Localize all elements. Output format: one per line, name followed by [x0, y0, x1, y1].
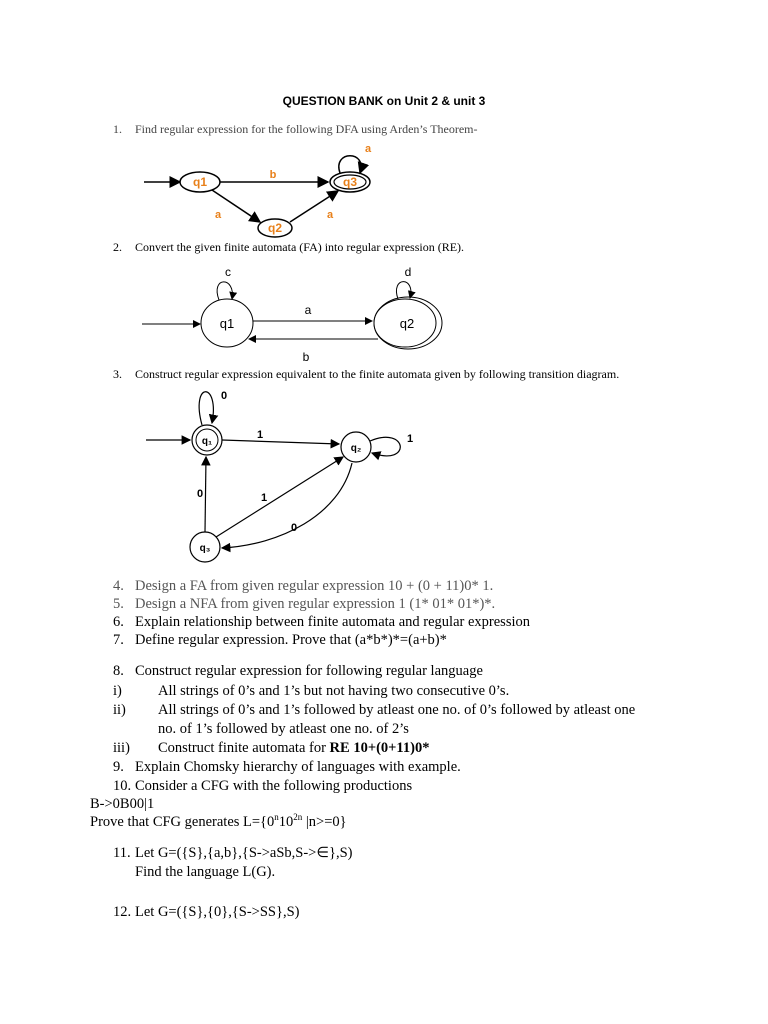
edge-label-1a: 1	[256, 429, 264, 441]
prove-sup-2: 2n	[293, 812, 303, 823]
subquestion-text: All strings of 0’s and 1’s followed by atleast one no. of 0’s followed by atleast one	[158, 702, 636, 718]
state-q1-label: q1	[219, 316, 235, 331]
question-12	[113, 904, 300, 921]
question-8-ii	[113, 702, 636, 719]
question-number: 9.	[113, 759, 124, 775]
question-text: Explain Chomsky hierarchy of languages with example.	[135, 759, 461, 775]
question-number: 1.	[113, 122, 122, 136]
subquestion-number: ii)	[113, 702, 126, 718]
question-number: 2.	[113, 240, 122, 254]
question-8-ii-line2: no. of 1’s followed by atleast one no. of 2’s	[158, 721, 409, 737]
dfa-diagram-1	[140, 138, 380, 238]
edge-q2-loop	[370, 437, 400, 456]
edge-label-0c: 0	[290, 522, 298, 534]
edge-label-0b: 0	[196, 488, 204, 500]
question-number: 8.	[113, 663, 124, 679]
question-number: 12.	[113, 904, 132, 920]
question-text: Construct regular expression equivalent to the finite automata given by following transition diagram.	[135, 367, 620, 381]
edge-q3-q2	[216, 457, 343, 537]
question-8	[113, 663, 483, 680]
state-q2-label: q₂	[350, 443, 362, 454]
edge-label-a2: a	[326, 209, 334, 221]
question-text: Find regular expression for the following DFA using Arden’s Theorem-	[135, 122, 478, 136]
question-number: 5.	[113, 596, 124, 612]
edge-q1-q2	[222, 440, 339, 444]
prove-text-b: 10	[278, 814, 294, 830]
production-rule: B->0B00|1	[90, 796, 155, 812]
prove-text-c: |n>=0}	[302, 814, 347, 830]
state-q1-label: q₁	[201, 436, 213, 447]
state-q3-label: q3	[342, 175, 358, 189]
state-q1-label: q1	[192, 175, 208, 189]
subquestion-text: Construct finite automata for	[158, 740, 330, 756]
question-5	[113, 596, 496, 613]
edge-q3-q1	[205, 457, 206, 532]
question-number: 10.	[113, 778, 132, 794]
edge-q1-loop	[199, 392, 213, 425]
question-text: Explain relationship between finite automata and regular expression	[135, 614, 530, 630]
question-text: Design a FA from given regular expression 10 + (0 + 11)0* 1.	[135, 578, 494, 594]
edge-q2-loop	[396, 282, 410, 299]
question-10	[113, 778, 413, 795]
question-number: 11.	[113, 845, 131, 861]
edge-label-a3: a	[364, 143, 372, 155]
question-text: Define regular expression. Prove that (a*b*)*=(a+b)*	[135, 632, 447, 648]
question-text: Let G=({S},{0},{S->SS},S)	[135, 904, 300, 920]
question-6	[113, 614, 530, 631]
question-text: Design a NFA from given regular expression 1 (1* 01* 01*)*.	[135, 596, 496, 612]
prove-sup-1: n	[274, 812, 279, 823]
page-title: QUESTION BANK on Unit 2 & unit 3	[282, 94, 486, 108]
state-q2-label: q2	[267, 221, 283, 235]
question-text: Consider a CFG with the following productions	[135, 778, 413, 794]
question-11	[113, 845, 353, 862]
edge-q2-q3	[222, 463, 352, 548]
edge-label-a1: a	[214, 209, 222, 221]
question-text: Let G=({S},{a,b},{S->aSb,S->∈},S)	[135, 845, 353, 861]
question-8-i	[113, 683, 510, 700]
question-9	[113, 759, 461, 776]
question-number: 4.	[113, 578, 124, 594]
question-text: Convert the given finite automata (FA) into regular expression (RE).	[135, 240, 465, 254]
prove-text-a: Prove that CFG generates L={0	[90, 814, 275, 830]
state-q3-label: q₃	[199, 543, 211, 554]
subquestion-number: i)	[113, 683, 122, 699]
edge-label-1c: 1	[260, 492, 268, 504]
edge-label-d: d	[404, 265, 412, 279]
question-number: 7.	[113, 632, 124, 648]
state-q2-label: q2	[399, 316, 415, 331]
subquestion-number: iii)	[113, 740, 130, 756]
edge-label-b: b	[302, 350, 310, 364]
question-11-line2: Find the language L(G).	[135, 864, 276, 880]
question-7	[113, 632, 447, 649]
edge-label-a: a	[304, 303, 312, 317]
question-8-iii	[113, 740, 430, 757]
edge-label-c: c	[225, 265, 231, 279]
question-number: 3.	[113, 367, 122, 381]
fa-diagram-3	[140, 385, 425, 565]
question-text: Construct regular expression for following regular language	[135, 663, 483, 679]
edge-q1-loop	[217, 282, 232, 300]
subquestion-bold-text: RE 10+(0+11)0*	[329, 740, 430, 756]
edge-label-0a: 0	[220, 390, 228, 402]
edge-q3-loop	[339, 156, 361, 173]
edge-label-1b: 1	[406, 433, 414, 445]
edge-label-b: b	[269, 169, 277, 181]
subquestion-text: All strings of 0’s and 1’s but not having two consecutive 0’s.	[158, 683, 510, 699]
question-number: 6.	[113, 614, 124, 630]
question-4	[113, 578, 494, 595]
fa-diagram-2	[140, 262, 450, 366]
prove-statement	[90, 814, 347, 831]
